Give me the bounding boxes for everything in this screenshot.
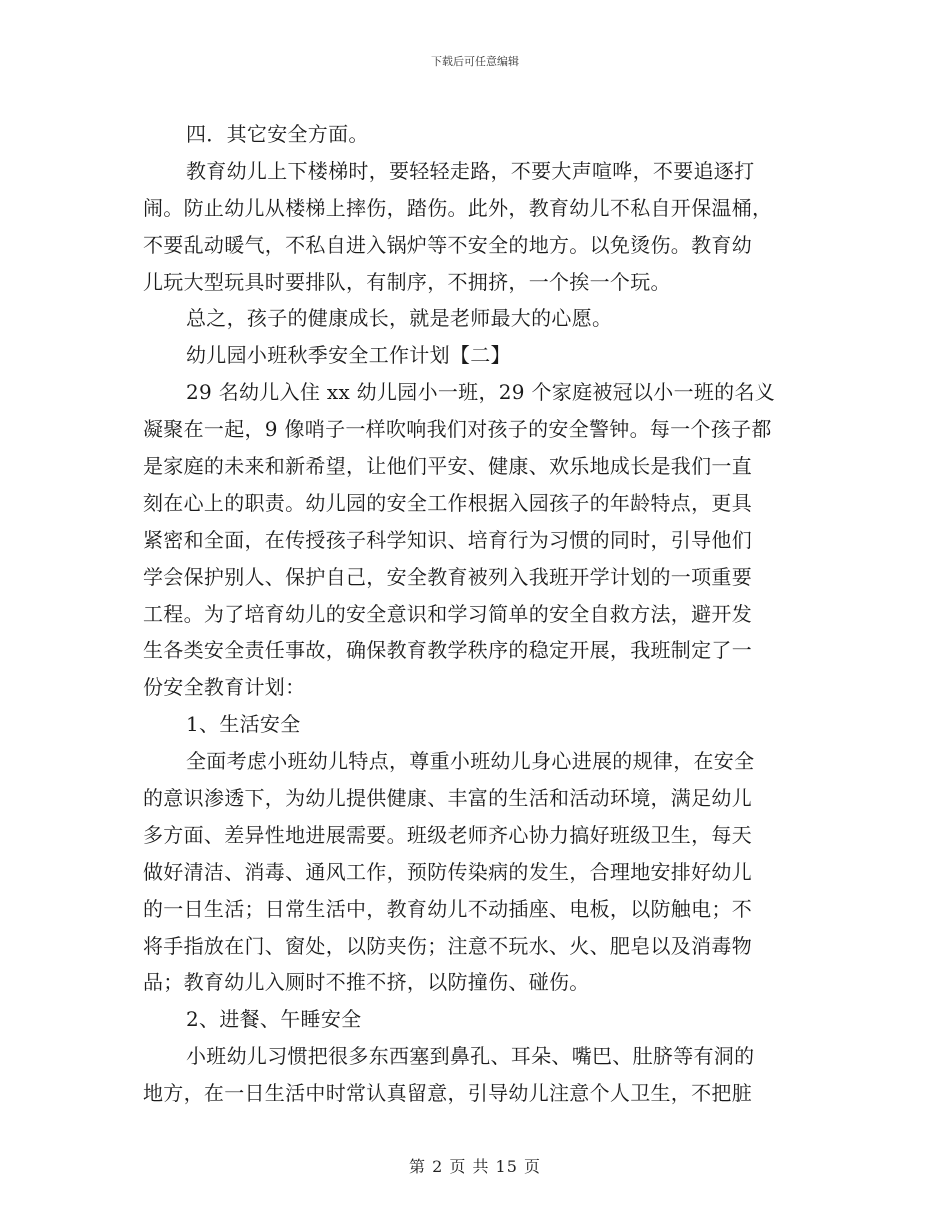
text-line: 的一日生活；日常生活中，教育幼儿不动插座、电板，以防触电；不 xyxy=(143,896,752,921)
text-line: 幼儿园小班秋季安全工作计划【二】 xyxy=(186,343,511,368)
text-line: 是家庭的未来和新希望，让他们平安、健康、欢乐地成长是我们一直 xyxy=(143,454,752,479)
page-footer: 第 2 页 共 15 页 xyxy=(409,1157,541,1176)
text-line: 工程。为了培育幼儿的安全意识和学习简单的安全自救方法，避开发 xyxy=(143,601,752,626)
text-line: 刻在心上的职责。幼儿园的安全工作根据入园孩子的年龄特点，更具 xyxy=(143,490,752,515)
text-line: 闹。防止幼儿从楼梯上摔伤，踏伤。此外，教育幼儿不私自开保温桶， xyxy=(143,195,773,220)
text-line: 儿玩大型玩具时要排队，有制序，不拥挤，一个挨一个玩。 xyxy=(143,269,671,294)
document-body xyxy=(143,116,815,1112)
text-line: 29 名幼儿入住 xx 幼儿园小一班，29 个家庭被冠以小一班的名义 xyxy=(186,380,776,405)
text-line: 四．其它安全方面。 xyxy=(186,122,369,146)
text-line: 地方，在一日生活中时常认真留意，引导幼儿注意个人卫生，不把脏 xyxy=(143,1081,752,1106)
text-line: 生各类安全责任事故，确保教育教学秩序的稳定开展，我班制定了一 xyxy=(143,638,752,663)
text-line: 教育幼儿上下楼梯时，要轻轻走路，不要大声喧哗，不要追逐打 xyxy=(186,158,755,183)
text-line: 多方面、差异性地进展需要。班级老师齐心协力搞好班级卫生，每天 xyxy=(143,822,752,847)
text-line: 份安全教育计划： xyxy=(143,675,306,700)
text-line: 做好清洁、消毒、通风工作，预防传染病的发生，合理地安排好幼儿 xyxy=(143,859,752,884)
text-line: 紧密和全面，在传授孩子科学知识、培育行为习惯的同时，引导他们 xyxy=(143,527,752,552)
text-line: 1、生活安全 xyxy=(186,712,301,737)
text-line: 的意识渗透下，为幼儿提供健康、丰富的生活和活动环境，满足幼儿 xyxy=(143,786,752,811)
text-line: 总之，孩子的健康成长，就是老师最大的心愿。 xyxy=(186,306,613,331)
text-line: 凝聚在一起，9 像哨子一样吹响我们对孩子的安全警钟。每一个孩子都 xyxy=(143,417,772,442)
text-line: 品；教育幼儿入厕时不推不挤，以防撞伤、碰伤。 xyxy=(143,970,590,995)
text-line: 小班幼儿习惯把很多东西塞到鼻孔、耳朵、嘴巴、肚脐等有洞的 xyxy=(186,1044,755,1069)
page-header: 下载后可任意编辑 xyxy=(431,55,519,68)
text-line: 学会保护别人、保护自己，安全教育被列入我班开学计划的一项重要 xyxy=(143,564,752,589)
text-line: 不要乱动暖气，不私自进入锅炉等不安全的地方。以免烫伤。教育幼 xyxy=(143,232,752,257)
text-line: 将手指放在门、窗处，以防夹伤；注意不玩水、火、肥皂以及消毒物 xyxy=(143,933,752,958)
text-line: 2、进餐、午睡安全 xyxy=(186,1007,362,1032)
text-line: 全面考虑小班幼儿特点，尊重小班幼儿身心进展的规律，在安全 xyxy=(186,749,755,774)
